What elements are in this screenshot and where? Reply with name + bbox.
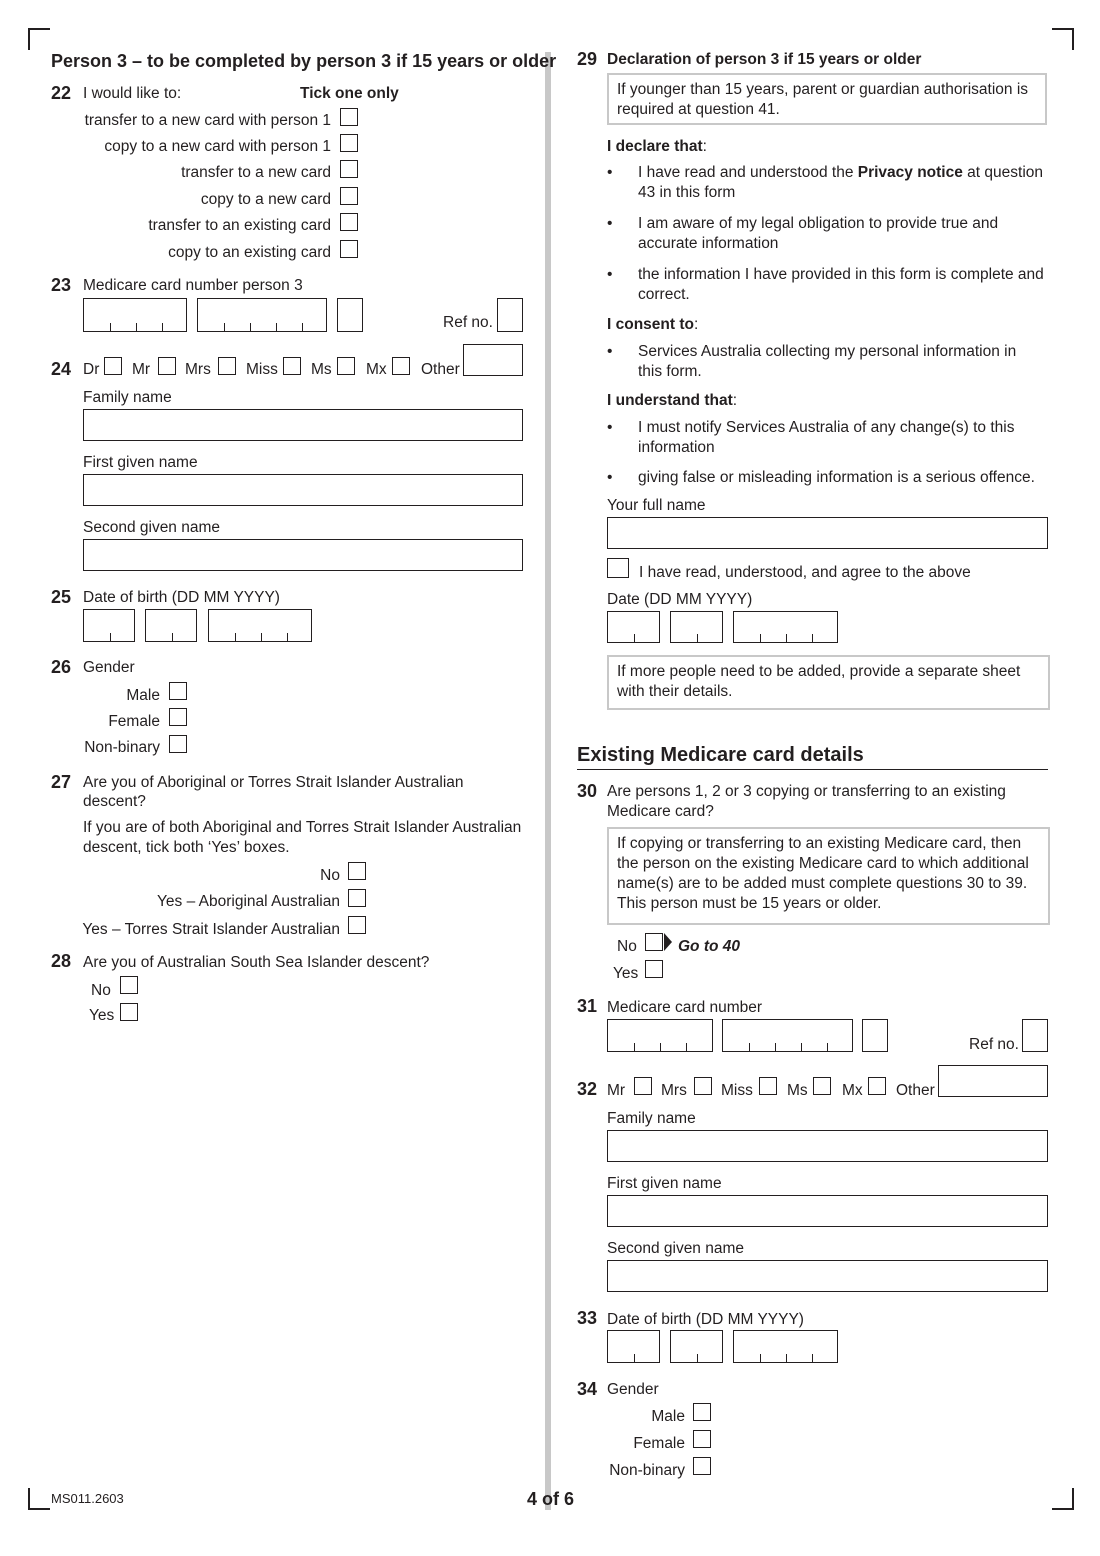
existing-dob-day-input[interactable] — [607, 1330, 660, 1363]
consent-heading: I consent to: — [607, 316, 699, 333]
page-number: 4 of 6 — [527, 1489, 575, 1509]
q22-checkbox-transfer-existing[interactable] — [340, 213, 358, 231]
existing-title-checkbox-mrs[interactable] — [694, 1077, 712, 1095]
section-title-person-3: Person 3 – to be completed by person 3 if 15 years or older — [51, 51, 557, 71]
existing-first-given-name-label: First given name — [607, 1175, 722, 1192]
q22-instruction: Tick one only — [300, 85, 399, 102]
gender-option-label: Female — [633, 1435, 685, 1452]
question-number: 25 — [51, 587, 72, 607]
q27-hint-line2: descent, tick both ‘Yes’ boxes. — [83, 839, 290, 856]
dob-month-input[interactable] — [145, 609, 197, 642]
existing-dob-year-input[interactable] — [733, 1330, 838, 1363]
declare-item: • I have read and understood the Privacy notice at question 43 in this form — [607, 164, 1044, 201]
gender-option-label: Non-binary — [609, 1462, 685, 1479]
existing-medicare-part3-input[interactable] — [862, 1019, 888, 1052]
q30-checkbox-no[interactable] — [645, 933, 663, 951]
goto-arrow-icon — [664, 933, 672, 951]
q22-option-label: copy to an existing card — [168, 244, 331, 261]
question-number: 26 — [51, 657, 72, 677]
declaration-date-day-input[interactable] — [607, 611, 660, 643]
existing-first-given-name-input[interactable] — [607, 1195, 1048, 1227]
question-number: 33 — [577, 1308, 598, 1328]
existing-title-checkbox-ms[interactable] — [813, 1077, 831, 1095]
q22-option-label: transfer to an existing card — [148, 217, 331, 234]
q29-age-note: If younger than 15 years, parent or guardian authorisation is required at question 41. — [607, 73, 1047, 125]
full-name-input[interactable] — [607, 517, 1048, 549]
second-given-name-label: Second given name — [83, 519, 221, 536]
consent-item: • Services Australia collecting my personal information in this form. — [607, 343, 1017, 380]
title-label: Ms — [311, 361, 332, 378]
existing-title-checkbox-miss[interactable] — [759, 1077, 777, 1095]
question-number: 32 — [577, 1079, 598, 1099]
q28-option-label: No — [91, 982, 111, 999]
q27-label-line1: Are you of Aboriginal or Torres Strait Islander Australian — [83, 774, 464, 791]
corner-mark-top-right — [1052, 28, 1074, 50]
existing-dob-month-input[interactable] — [670, 1330, 723, 1363]
q27-checkbox-torres-strait[interactable] — [348, 916, 366, 934]
gender-checkbox-female[interactable] — [169, 708, 187, 726]
q28-label: Are you of Australian South Sea Islander descent? — [83, 954, 430, 971]
gender-checkbox-non-binary[interactable] — [169, 735, 187, 753]
gender-option-label: Non-binary — [84, 739, 160, 756]
title-label: Mr — [132, 361, 151, 378]
q22-checkbox-transfer-new[interactable] — [340, 160, 358, 178]
q22-checkbox-copy-new[interactable] — [340, 187, 358, 205]
q30-no-label: No — [617, 938, 637, 955]
title-label: Other — [896, 1082, 935, 1099]
title-label: Miss — [721, 1082, 753, 1099]
existing-gender-checkbox-male[interactable] — [693, 1403, 711, 1421]
dob-year-input[interactable] — [208, 609, 312, 642]
corner-mark-top-left — [28, 28, 50, 50]
title-label: Mr — [607, 1082, 626, 1099]
q27-checkbox-no[interactable] — [348, 862, 366, 880]
medicare-number-part3-input[interactable] — [337, 298, 363, 332]
q23-ref-number-input[interactable] — [497, 298, 523, 332]
title-label: Other — [421, 361, 460, 378]
existing-title-checkbox-mr[interactable] — [634, 1077, 652, 1095]
q25-label: Date of birth (DD MM YYYY) — [83, 589, 280, 606]
existing-gender-checkbox-female[interactable] — [693, 1430, 711, 1448]
medicare-number-part2-input[interactable] — [197, 298, 327, 332]
section-title-existing-card: Existing Medicare card details — [577, 744, 864, 766]
existing-family-name-label: Family name — [607, 1110, 696, 1127]
q33-label: Date of birth (DD MM YYYY) — [607, 1311, 804, 1328]
title-label: Mx — [842, 1082, 863, 1099]
declare-item: • the information I have provided in this form is complete and correct. — [607, 266, 1044, 303]
understand-item: • giving false or misleading information is a serious offence. — [607, 469, 1035, 486]
family-name-label: Family name — [83, 389, 172, 406]
title-other-input[interactable] — [463, 344, 523, 376]
q22-label: I would like to: — [83, 85, 182, 102]
q30-checkbox-yes[interactable] — [645, 960, 663, 978]
q22-checkbox-copy-new-with-person1[interactable] — [340, 134, 358, 152]
existing-title-other-input[interactable] — [938, 1065, 1048, 1097]
declare-heading: I declare that: — [607, 138, 707, 155]
q30-goto-label: Go to 40 — [678, 938, 741, 955]
section-rule — [577, 769, 1048, 770]
q34-label: Gender — [607, 1381, 659, 1398]
existing-second-given-name-label: Second given name — [607, 1240, 745, 1257]
q31-ref-number-input[interactable] — [1022, 1019, 1048, 1052]
title-label: Ms — [787, 1082, 808, 1099]
q26-label: Gender — [83, 659, 135, 676]
form-code: MS011.2603 — [51, 1491, 124, 1506]
q28-checkbox-no[interactable] — [120, 976, 138, 994]
gender-option-label: Male — [126, 687, 160, 704]
question-number: 29 — [577, 49, 598, 69]
q27-option-label: Yes – Aboriginal Australian — [157, 893, 340, 910]
q27-option-label: Yes – Torres Strait Islander Australian — [82, 921, 340, 938]
agree-label: I have read, understood, and agree to the above — [639, 564, 971, 581]
q22-option-label: copy to a new card with person 1 — [104, 138, 331, 155]
declare-item: • I am aware of my legal obligation to provide true and accurate information — [607, 215, 999, 252]
existing-title-checkbox-mx[interactable] — [868, 1077, 886, 1095]
existing-second-given-name-input[interactable] — [607, 1260, 1048, 1292]
title-checkbox-ms[interactable] — [337, 357, 355, 375]
understand-heading: I understand that: — [607, 392, 738, 409]
q30-yes-label: Yes — [613, 965, 639, 982]
full-name-label: Your full name — [607, 497, 706, 514]
title-label: Mrs — [661, 1082, 687, 1099]
title-checkbox-mx[interactable] — [392, 357, 410, 375]
question-number: 34 — [577, 1379, 598, 1399]
title-label: Miss — [246, 361, 278, 378]
family-name-input[interactable] — [83, 409, 523, 441]
q29-label: Declaration of person 3 if 15 years or older — [607, 51, 922, 68]
q22-option-label: transfer to a new card with person 1 — [84, 112, 331, 129]
first-given-name-label: First given name — [83, 454, 198, 471]
q23-ref-label: Ref no. — [443, 314, 493, 331]
q30-label: Are persons 1, 2 or 3 copying or transferring to an existing Medicare card? — [607, 783, 1006, 820]
understand-item: • I must notify Services Australia of any change(s) to this information — [607, 419, 1015, 456]
q22-checkbox-copy-existing[interactable] — [340, 240, 358, 258]
q27-hint-line1: If you are of both Aboriginal and Torres Strait Islander Australian — [83, 819, 522, 836]
existing-medicare-part1-input[interactable] — [607, 1019, 713, 1052]
gender-option-label: Male — [651, 1408, 685, 1425]
column-divider — [545, 52, 551, 1510]
q27-checkbox-aboriginal[interactable] — [348, 889, 366, 907]
question-number: 22 — [51, 83, 72, 103]
existing-medicare-part2-input[interactable] — [722, 1019, 853, 1052]
declaration-date-month-input[interactable] — [670, 611, 723, 643]
first-given-name-input[interactable] — [83, 474, 523, 506]
q31-label: Medicare card number — [607, 999, 763, 1016]
more-people-note: If more people need to be added, provide a separate sheet with their details. — [607, 655, 1050, 710]
medicare-number-part1-input[interactable] — [83, 298, 187, 332]
dob-day-input[interactable] — [83, 609, 135, 642]
gender-checkbox-male[interactable] — [169, 682, 187, 700]
declaration-date-year-input[interactable] — [733, 611, 838, 643]
existing-gender-checkbox-non-binary[interactable] — [693, 1457, 711, 1475]
agree-checkbox[interactable] — [607, 558, 629, 578]
title-checkbox-mrs[interactable] — [218, 357, 236, 375]
corner-mark-bottom-left — [28, 1488, 50, 1510]
question-number: 31 — [577, 996, 598, 1016]
question-number: 27 — [51, 772, 72, 792]
question-number: 24 — [51, 359, 72, 379]
title-checkbox-miss[interactable] — [283, 357, 301, 375]
corner-mark-bottom-right — [1052, 1488, 1074, 1510]
title-label: Dr — [83, 361, 100, 378]
question-number: 30 — [577, 781, 598, 801]
q28-option-label: Yes — [89, 1007, 115, 1024]
declaration-date-label: Date (DD MM YYYY) — [607, 591, 753, 608]
q22-option-label: transfer to a new card — [181, 164, 331, 181]
q23-label: Medicare card number person 3 — [83, 277, 303, 294]
existing-family-name-input[interactable] — [607, 1130, 1048, 1162]
gender-option-label: Female — [108, 713, 160, 730]
title-checkbox-dr[interactable] — [104, 357, 122, 375]
q27-option-label: No — [320, 867, 340, 884]
title-checkbox-mr[interactable] — [158, 357, 176, 375]
question-number: 28 — [51, 951, 72, 971]
question-number: 23 — [51, 275, 72, 295]
q30-note: If copying or transferring to an existing Medicare card, then the person on the existing Medicare card to which additional name(s) are to be added must complete questions 30 to 39. This person must be 15 years or older. — [607, 827, 1050, 925]
q22-checkbox-transfer-new-with-person1[interactable] — [340, 108, 358, 126]
q22-option-label: copy to a new card — [200, 191, 331, 208]
q27-label-line2: descent? — [83, 793, 146, 810]
q28-checkbox-yes[interactable] — [120, 1003, 138, 1021]
title-label: Mx — [366, 361, 387, 378]
title-label: Mrs — [185, 361, 211, 378]
second-given-name-input[interactable] — [83, 539, 523, 571]
q31-ref-label: Ref no. — [969, 1036, 1019, 1053]
